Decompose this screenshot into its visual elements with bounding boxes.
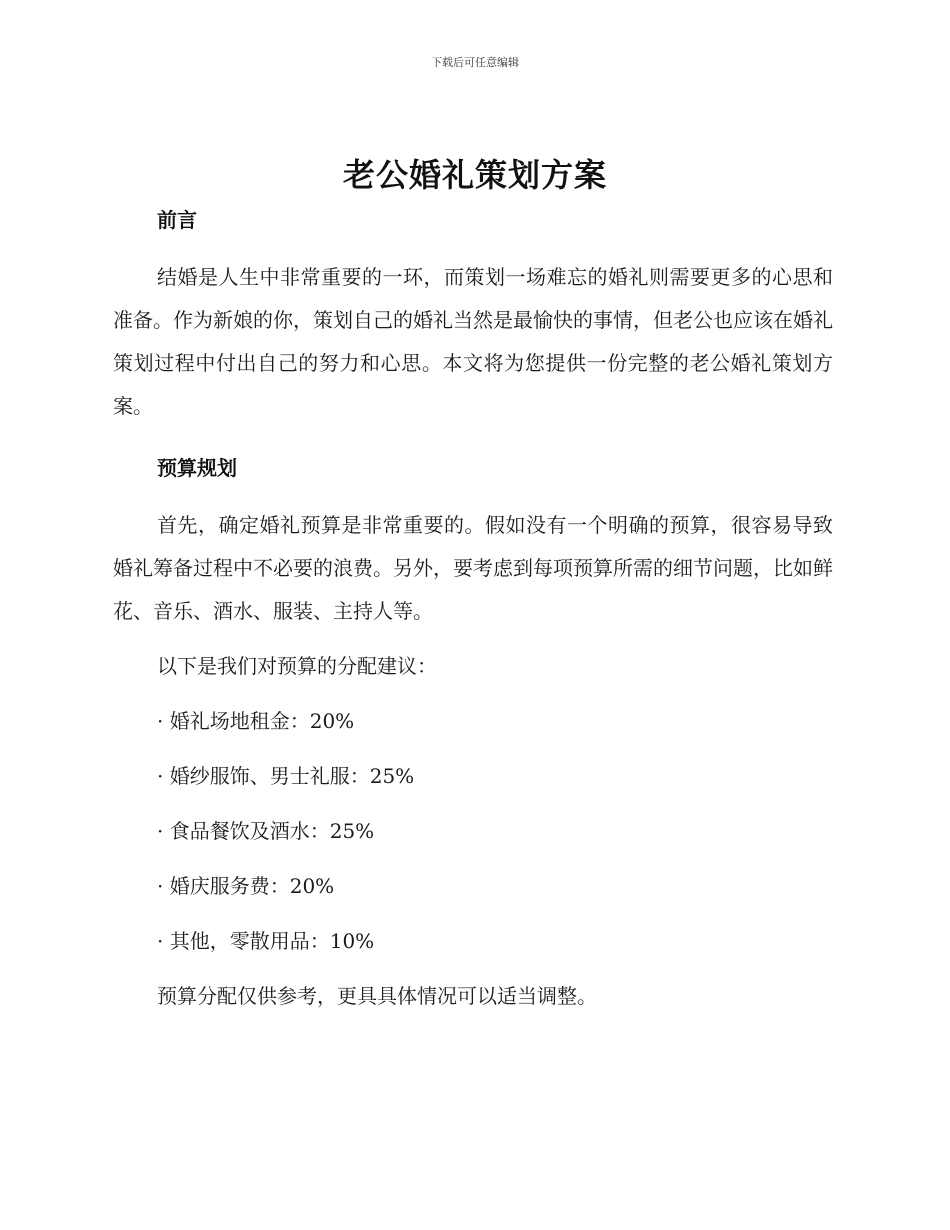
preface-paragraph: 结婚是人生中非常重要的一环，而策划一场难忘的婚礼则需要更多的心思和准备。作为新娘的你，策划自己的婚礼当然是最愉快的事情，但老公也应该在婚礼策划过程中付出自己的努力和心思。本文将为您提供一份完整的老公婚礼策划方案。	[113, 265, 833, 418]
budget-item-service: · 婚庆服务费：20%	[157, 874, 335, 898]
budget-paragraph: 首先，确定婚礼预算是非常重要的。假如没有一个明确的预算，很容易导致婚礼筹备过程中不必要的浪费。另外，要考虑到每项预算所需的细节问题，比如鲜花、音乐、酒水、服装、主持人等。	[113, 513, 833, 623]
budget-allocation-list	[113, 700, 833, 963]
budget-item-attire: · 婚纱服饰、男士礼服：25%	[157, 764, 415, 788]
budget-item-catering: · 食品餐饮及酒水：25%	[157, 819, 375, 843]
document-body	[113, 203, 833, 1018]
budget-item-venue: · 婚礼场地租金：20%	[157, 709, 355, 733]
page-header-note: 下载后可任意编辑	[431, 56, 519, 69]
document-title: 老公婚礼策划方案	[342, 156, 607, 194]
section-heading-budget: 预算规划	[157, 456, 237, 480]
section-heading-preface: 前言	[157, 208, 197, 232]
budget-closing: 预算分配仅供参考，更具具体情况可以适当调整。	[157, 984, 597, 1008]
budget-intro: 以下是我们对预算的分配建议：	[157, 654, 437, 678]
budget-item-misc: · 其他，零散用品：10%	[157, 929, 375, 953]
